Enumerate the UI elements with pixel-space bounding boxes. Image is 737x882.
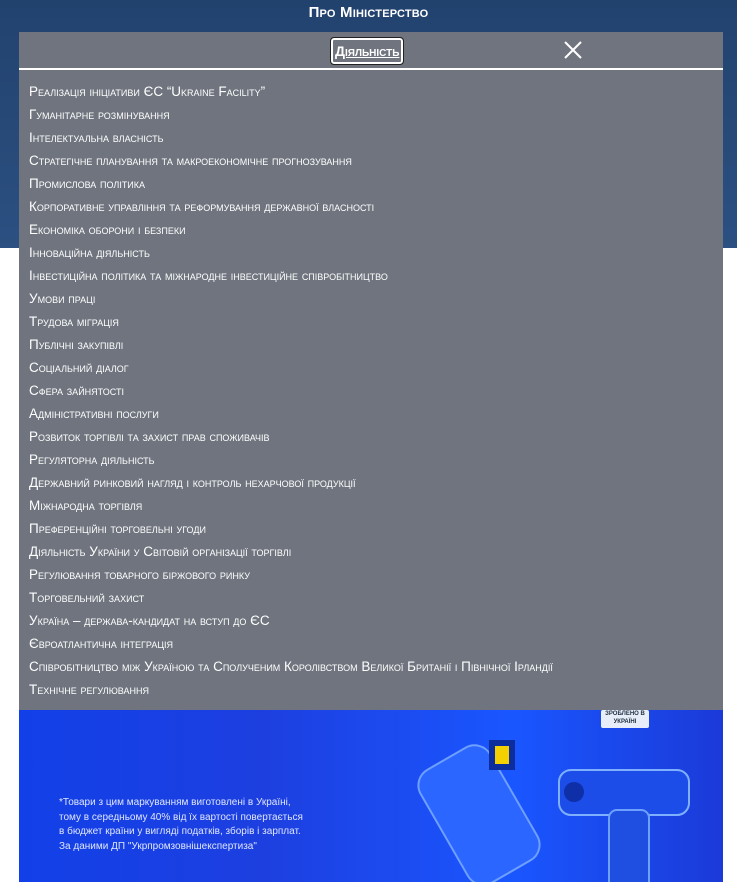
menu-item[interactable]: Державний ринковий нагляд і контроль нехарчової продукції bbox=[29, 475, 356, 490]
promo-line: тому в середньому 40% від їх вартості повертається bbox=[59, 811, 303, 823]
menu-item[interactable]: Інноваційна діяльність bbox=[29, 245, 150, 260]
close-icon[interactable] bbox=[563, 40, 583, 60]
menu-item[interactable]: Співробітництво між Україною та Сполученим Королівством Великої Британії і Північної Ірландії bbox=[29, 659, 553, 674]
promo-line: *Товари з цим маркуванням виготовлені в Україні, bbox=[59, 797, 291, 808]
menu-item[interactable]: Технічне регулювання bbox=[29, 682, 150, 697]
menu-item[interactable]: Інтелектуальна власність bbox=[29, 130, 164, 145]
menu-item[interactable]: Трудова міграція bbox=[29, 314, 119, 329]
promo-line: За даними ДП "Укрпромзовнішекспертиза" bbox=[59, 840, 257, 852]
menu-item[interactable]: Гуманітарне розмінування bbox=[29, 107, 170, 122]
menu-item[interactable]: Економіка оборони і безпеки bbox=[29, 222, 186, 237]
menu-item[interactable]: Корпоративне управління та реформування державної власності bbox=[29, 199, 375, 214]
menu-item[interactable]: Торговельний захист bbox=[29, 590, 145, 605]
made-in-ukraine-badge: ЗРОБЛЕНО В УКРАЇНІ bbox=[601, 710, 649, 728]
tab-activity[interactable]: Діяльність bbox=[331, 38, 403, 64]
menu-item[interactable]: Діяльність України у Світовій організації торгівлі bbox=[29, 544, 292, 559]
menu-item[interactable]: Сфера зайнятості bbox=[29, 383, 124, 398]
dropdown-panel bbox=[19, 32, 723, 710]
menu-item[interactable]: Розвиток торгівлі та захист прав споживачів bbox=[29, 429, 270, 444]
panel-header bbox=[19, 32, 723, 70]
drill-illustration bbox=[409, 730, 723, 882]
menu-list bbox=[19, 70, 723, 701]
page-title: Про Міністерство bbox=[308, 4, 429, 21]
menu-item[interactable]: Регулювання товарного біржового ринку bbox=[29, 567, 250, 582]
menu-item[interactable]: Україна – держава-кандидат на вступ до ЄС bbox=[29, 613, 270, 628]
menu-item[interactable]: Стратегічне планування та макроекономічне прогнозування bbox=[29, 153, 352, 168]
menu-item[interactable]: Промислова політика bbox=[29, 176, 146, 191]
menu-item[interactable]: Реалізація ініціативи ЄС “Ukraine Facility” bbox=[29, 84, 266, 99]
menu-item[interactable]: Міжнародна торгівля bbox=[29, 498, 143, 513]
menu-item[interactable]: Соціальний діалог bbox=[29, 360, 129, 375]
menu-item[interactable]: Преференційні торговельні угоди bbox=[29, 521, 206, 536]
promo-text bbox=[59, 796, 303, 854]
menu-item[interactable]: Умови праці bbox=[29, 291, 96, 306]
menu-item[interactable]: Адміністративні послуги bbox=[29, 406, 159, 421]
promo-line: в бюджет країни у вигляді податків, зборів і зарплат. bbox=[59, 826, 301, 837]
menu-item[interactable]: Публічні закупівлі bbox=[29, 337, 124, 352]
menu-item[interactable]: Регуляторна діяльність bbox=[29, 452, 155, 467]
menu-item[interactable]: Інвестиційна політика та міжнародне інвестиційне співробітництво bbox=[29, 268, 388, 283]
menu-item[interactable]: Євроатлантична інтеграція bbox=[29, 636, 173, 651]
promo-banner[interactable] bbox=[19, 710, 723, 882]
